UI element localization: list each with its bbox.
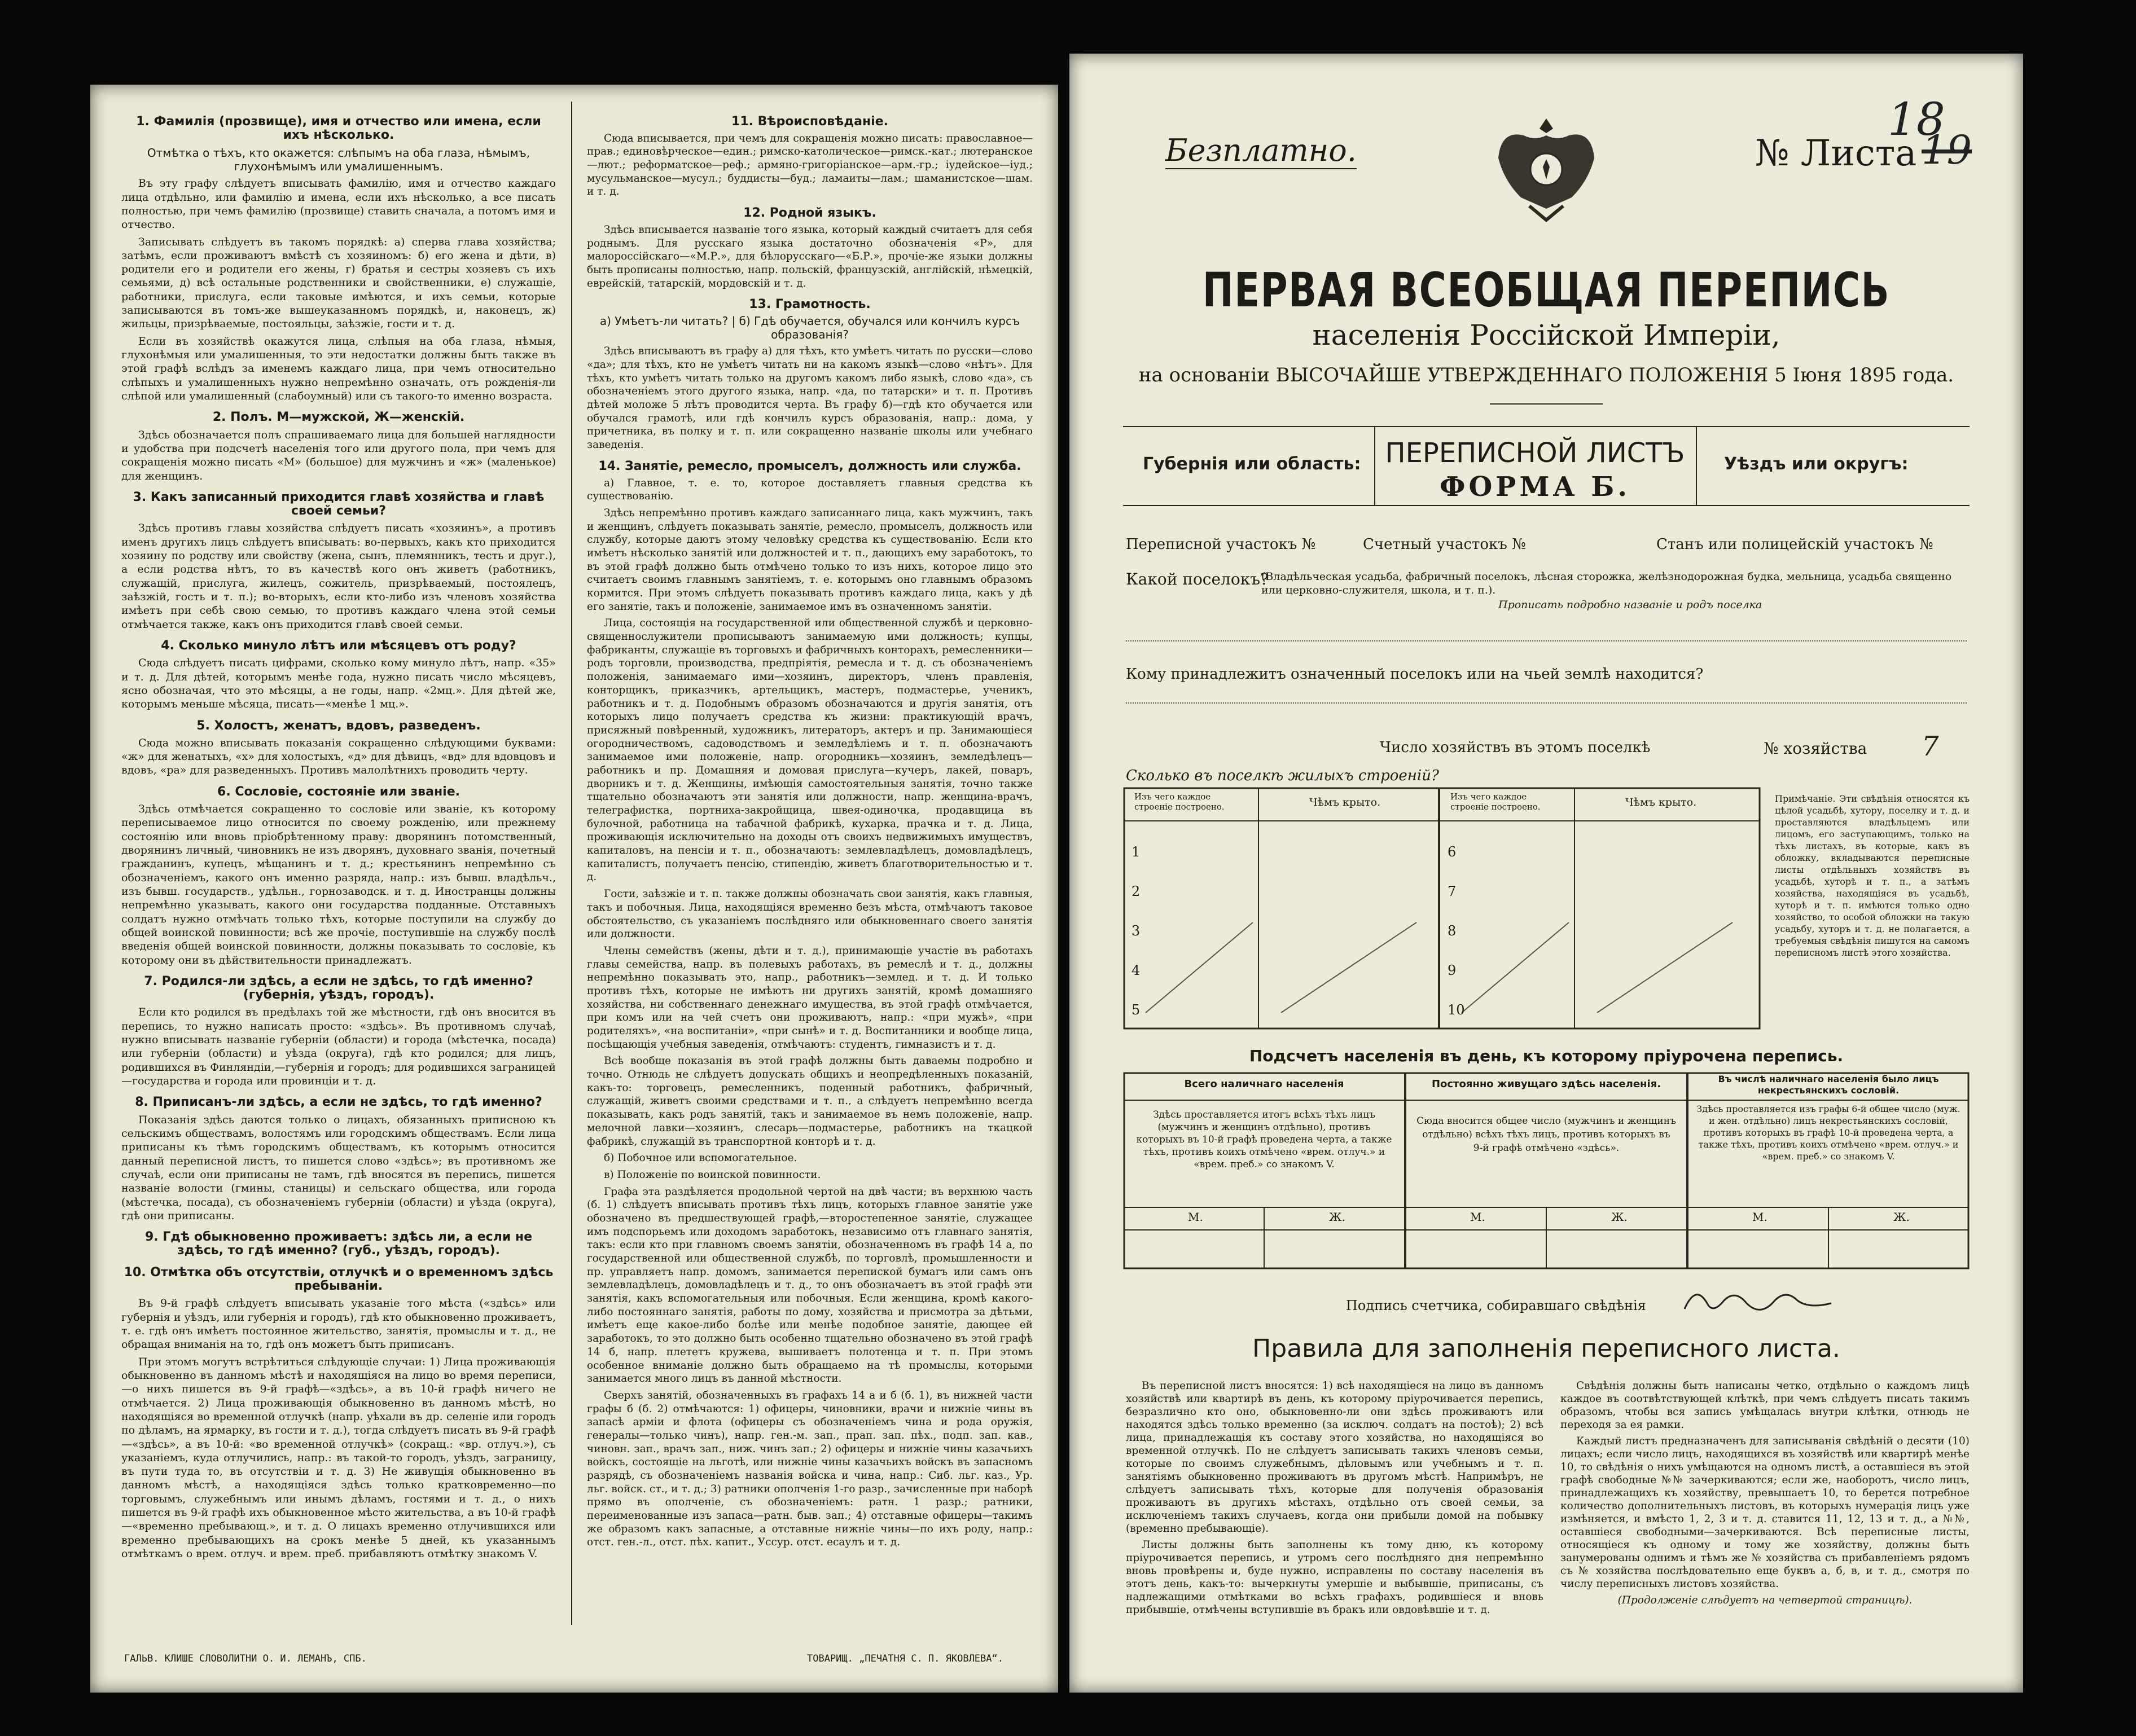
instruction-paragraph: Гости, заѣзжіе и т. п. также должны обозначать свои занятія, какъ главныя, такъ и побочныя. Лица, находящіяся временно безъ мѣста, отмѣчаютъ таковое обстоятельство, съ указаніемъ послѣдняго или обыкновеннаго своего занятія или должности.: [587, 888, 1033, 940]
bt-row-number: 9: [1448, 963, 1457, 978]
section-subheading: Отмѣтка о тѣхъ, кто окажется: слѣпымъ на оба глаза, нѣмымъ, глухонѣмымъ или умалишеннымъ.: [147, 146, 530, 173]
bt-row-number: 3: [1131, 923, 1141, 939]
free-label: Безплатно.: [1165, 133, 1357, 168]
count-district-label: Счетный участокъ №: [1363, 536, 1526, 553]
section-heading: 10. Отмѣтка объ отсутствіи, отлучкѣ и о временномъ здѣсь пребываніи.: [124, 1265, 554, 1294]
section-heading: 12. Родной языкъ.: [743, 206, 876, 221]
owner-line: [1126, 702, 1967, 704]
male-label: М.: [1470, 1210, 1485, 1224]
counter-signature: [1679, 1281, 1837, 1320]
households-label: Число хозяйствъ въ этомъ поселкѣ: [1380, 739, 1651, 756]
uezd-label: Уѣздъ или округъ:: [1724, 454, 1909, 474]
count-col1-head: Всего наличнаго населенія: [1184, 1078, 1344, 1090]
instruction-paragraph: Здѣсь вписывается названіе того языка, который каждый считаетъ для себя роднымъ. Для русскаго языка достаточно обозначенія «Р», для малороссійскаго—«М.Р.», для бѣлорусскаго—«Б.Р.», прочіе-же языки должны быть прописаны полностью, напр. польскій, французскій, англійскій, нѣмецкій, еврейскій, татарскій, мордовскій и т. д.: [587, 223, 1033, 289]
bt-row-number: 5: [1131, 1002, 1141, 1018]
female-label: Ж.: [1893, 1210, 1910, 1224]
province-label: Губернія или область:: [1143, 454, 1361, 474]
printer-footer-left: ГАЛЬВ. КЛИШЕ СЛОВОЛИТНИ О. И. ЛЕМАНЪ, СПБ.: [124, 1653, 367, 1664]
section-heading: 2. Полъ. М—мужской, Ж—женскій.: [212, 410, 465, 425]
population-count-title: Подсчетъ населенія въ день, къ которому пріурочена перепись.: [1249, 1047, 1844, 1065]
left-page: [90, 85, 1058, 1693]
instruction-paragraph: Сюда слѣдуетъ писать цифрами, сколько кому минуло лѣтъ, напр. «35» и т. д. Для дѣтей, которымъ менѣе года, нужно писать число мѣсяцевъ, ясно обозначая, что это мѣсяцы, а не годы, напр. «2мц.». Для дѣтей же, которымъ меньше мѣсяца, писать—«менѣе 1 мц.».: [121, 657, 556, 711]
bt-row-number: 4: [1131, 963, 1141, 978]
section-heading: 3. Какъ записанный приходится главѣ хозяйства и главѣ своей семьи?: [133, 490, 545, 518]
section-heading: 7. Родился-ли здѣсь, а если не здѣсь, то гдѣ именно? (губернія, уѣздъ, городъ).: [144, 974, 533, 1003]
section-heading: 1. Фамилія (прозвище), имя и отчество или имена, если ихъ нѣсколько.: [136, 115, 541, 143]
instruction-paragraph: Здѣсь отмѣчается сокращенно то сословіе или званіе, къ которому переписываемое лицо относится по своему рожденію, или прежнему состоянію или вновь пріобрѣтенному праву: дворянинъ потомственный, дворянинъ личный, чиновникъ не изъ дворянъ, духовнаго званія, почетный гражданинъ, купецъ, мѣщанинъ и т. д.; крестьянинъ непремѣнно съ обозначеніемъ, какого онъ именно разряда, напр.: изъ бывш. владѣльч., изъ бывш. государств., удѣльн., горнозаводск. и т. д. Иностранцы должны непремѣнно указывать, какого они государства подданные. Отставныхъ солдатъ нужно отмѣчать только тѣхъ, которые поступили на службу до общей воинской повинности; всѣ же прочіе, поступившіе на службу послѣ введенія общей воинской повинности, должны показывать то сословіе, къ которому они въ дѣйствительности принадлежатъ.: [121, 803, 556, 966]
section-heading: 14. Занятіе, ремесло, промыселъ, должность или служба.: [598, 459, 1021, 473]
buildings-question: Сколько въ поселкѣ жилыхъ строеній?: [1126, 767, 1439, 784]
section-subheading: а) Умѣетъ-ли читать? | б) Гдѣ обучается, обучался или кончилъ курсъ образованія?: [599, 314, 1020, 341]
household-number-label: № хозяйства: [1764, 739, 1867, 758]
instruction-paragraph: а) Главное, т. е. то, которое доставляетъ главныя средства къ существованію.: [587, 477, 1033, 503]
instruction-paragraph: Въ 9-й графѣ слѣдуетъ вписывать указаніе того мѣста («здѣсь» или губернія и уѣздъ, или губернія и городъ), гдѣ кто обыкновенно проживаетъ, т. е. гдѣ онъ имѣетъ постоянное жительство, занятія, промыслы и т. д., не обращая вниманія на то, гдѣ онъ можетъ быть приписанъ.: [121, 1297, 556, 1351]
section-heading: 5. Холостъ, женатъ, вдовъ, разведенъ.: [196, 718, 481, 733]
instruction-paragraph: Лица, состоящія на государственной или общественной службѣ и церковно-священнослужители прописываютъ занимаемую ими должность; купцы, фабриканты, служащіе въ торговыхъ и фабричныхъ конторахъ, ремесленники—родъ торговли, производства, предпріятія, ремесла и т. д. съ обозначеніемъ положенія, занимаемаго ими—хозяинъ, директоръ, членъ правленія, конторщикъ, приказчикъ, артельщикъ, мастеръ, подмастерье, ученикъ, работникъ и т. д. Подобнымъ образомъ обозначаются и другія занятія, отъ которыхъ лицо получаетъ средства къ жизни: практикующій врачъ, присяжный повѣренный, художникъ, литераторъ, актеръ и пр. Занимающіеся огородничествомъ, садоводствомъ и земледѣліемъ и т. п. обозначаютъ занимаемое ими положеніе, напр. огородникъ—хозяинъ, земледѣлецъ—работникъ и пр. Домашняя и домовая прислуга—кучеръ, лакей, поваръ, дворникъ и т. д. Женщины, имѣющія самостоятельныя занятія, точно также тщательно обозначаютъ эти занятія или должности, напр. женщина-врачъ, телеграфистка, портниха-закройщица, швея-одиночка, продавщица въ булочной, работница на табачной фабрикѣ, кухарка, прачка и т. д. Лица, проживающія исключительно на доходы отъ своихъ недвижимыхъ имуществъ, капиталовъ, на пенсіи и т. п., обозначаютъ: землевладѣлецъ, домовладѣлецъ, капиталистъ, получаетъ пенсію, стипендію, живетъ благотворительностью и т. д.: [587, 617, 1033, 884]
census-district-label: Переписной участокъ №: [1126, 536, 1316, 553]
census-basis: на основаніи ВЫСОЧАЙШЕ УТВЕРЖДЕННАГО ПОЛОЖЕНІЯ 5 Іюня 1895 года.: [1138, 364, 1954, 386]
bt-material-head-right: Изъ чего каждое строеніе построено.: [1450, 792, 1541, 812]
instruction-paragraph: в) Положеніе по воинской повинности.: [604, 1168, 821, 1181]
bt-row-number: 7: [1448, 884, 1457, 899]
count-col2-text: Сюда вносится общее число (мужчинъ и женщинъ отдѣльно) всѣхъ тѣхъ лицъ, противъ которыхъ въ 9-й графѣ отмѣчено «здѣсь».: [1416, 1115, 1676, 1154]
instruction-paragraph: Сюда вписывается, при чемъ для сокращенія можно писать: православное—прав.; единовѣрческое—един.; римско-католическое—римск.-кат.; лютеранское—лют.; реформатское—реф.; армяно-григоріанское—арм.-гр.; іудейское—іуд.; мусульманское—мусул.; буддисты—буд.; ламаиты—лам.; шаманистское—шам. и т. д.: [587, 132, 1033, 198]
settlement-question: Какой поселокъ?: [1126, 570, 1269, 588]
handwritten-sheet-number: 18: [1888, 93, 1945, 146]
bt-row-number: 1: [1131, 844, 1141, 860]
bt-row-number: 6: [1448, 844, 1457, 860]
section-heading: 4. Сколько минуло лѣтъ или мѣсяцевъ отъ роду?: [161, 638, 516, 653]
section-heading: 8. Приписанъ-ли здѣсь, а если не здѣсь, то гдѣ именно?: [135, 1095, 542, 1110]
female-label: Ж.: [1329, 1210, 1345, 1224]
census-main-title: ПЕРВАЯ ВСЕОБЩАЯ ПЕРЕПИСЬ: [1202, 262, 1891, 318]
box-divider-right: [1696, 426, 1697, 505]
stan-label: Станъ или полицейскій участокъ №: [1656, 536, 1933, 553]
female-label: Ж.: [1611, 1210, 1628, 1224]
instruction-paragraph: Если кто родился въ предѣлахъ той же мѣстности, гдѣ онъ вносится въ перепись, то нужно написать просто: «здѣсь». Въ противномъ случаѣ, нужно вписывать названіе губерніи (области) и города (мѣстечка, посада) или губерніи (области) и уѣзда (округа), гдѣ кто родился; для лицъ, родившихся въ Финляндіи,—губернія и городъ; для родившихся заграницей—государства и города или провинціи и т. д.: [121, 1006, 556, 1087]
bt-row-number: 8: [1448, 923, 1457, 939]
owner-question: Кому принадлежитъ означенный поселокъ или на чьей землѣ находится?: [1126, 666, 1704, 683]
bt-row-number: 10: [1448, 1002, 1465, 1018]
buildings-note: Примѣчаніе. Эти свѣдѣнія относятся къ цѣлой усадьбѣ, хутору, поселку и т. д. и проставляются владѣльцемъ или лицомъ, его заступающимъ, только на тѣхъ листахъ, въ которые, какъ въ обложку, вкладываются переписные листы отдѣльныхъ хозяйствъ въ усадьбѣ, хуторѣ и т. п., а затѣмъ хозяйства, находящіяся въ усадьбѣ, хуторѣ и т. п. имѣются только одно хозяйство, то особой обложки на такую усадьбу, хуторъ и т. д. не полагается, а требуемыя свѣдѣнія пишутся на самомъ переписномъ листѣ этого хозяйства.: [1775, 793, 1970, 958]
double-headed-eagle-emblem: [1490, 107, 1603, 226]
instruction-paragraph: Въ эту графу слѣдуетъ вписывать фамилію, имя и отчество каждаго лица отдѣльно, или фамилію и имена, если ихъ нѣсколько, а все писать полностью, при чемъ фамилію (прозвище) ставить сначала, а потомъ имя и отчество.: [121, 177, 556, 231]
instruction-paragraph: Записывать слѣдуетъ въ такомъ порядкѣ: а) сперва глава хозяйства; затѣмъ, если проживаютъ вмѣстѣ съ хозяиномъ: б) его жена и дѣти, в) родители его и родители его жены, г) братья и сестры хозяевъ съ ихъ семьями, д) всѣ остальные родственники и свойственники, е) служащіе, работники, прислуга, если таковые имѣются, и ихъ семьи, которые записываются въ томъ-же вышеуказанномъ порядкѣ, и, наконецъ, ж) жильцы, призрѣваемые, постояльцы, заѣзжіе, гости и т. д.: [121, 235, 556, 331]
male-label: М.: [1188, 1210, 1203, 1224]
bt-material-head-left: Изъ чего каждое строеніе построено.: [1134, 792, 1225, 812]
census-subtitle: населенія Россійской Имперіи,: [1312, 319, 1780, 351]
bt-roof-head-left: Чѣмъ крыто.: [1309, 796, 1381, 808]
form-name: ФОРМА Б.: [1439, 471, 1631, 503]
settlement-line: [1126, 640, 1967, 641]
instruction-paragraph: Здѣсь противъ главы хозяйства слѣдуетъ писать «хозяинъ», а противъ именъ другихъ лицъ слѣдуетъ вписывать: во-первыхъ, какъ кто приходится хозяину по родству или свойству (жена, сынъ, племянникъ, тесть и друг.), а если родства нѣтъ, то въ качествѣ кого онъ живетъ (работникъ, служащій, прислуга, жилецъ, сожитель, призрѣваемый, постоялецъ, заѣзжій, гость и т. п.); во-вторыхъ, если кто-либо изъ членовъ хозяйства имѣетъ при себѣ свою семью, то противъ каждаго члена этой семьи отмѣчается также, какъ онъ приходится главѣ своей семьи.: [121, 522, 556, 631]
instruction-paragraph: Графа эта раздѣляется продольной чертой на двѣ части; въ верхнюю часть (б. 1) слѣдуетъ вписывать противъ тѣхъ лицъ, которыхъ главное занятіе уже обозначено въ предшествующей графѣ,—второстепенное занятіе, служащее имъ подспорьемъ или доходомъ заработокъ, независимо отъ главнаго занятія, такъ: если кто при главномъ своемъ занятіи, обозначенномъ въ графѣ 14 а, по государственной или общественной службѣ, по торговлѣ, промышленности и пр. управляетъ напр. домомъ, занимается перепиской бумагъ или самъ онъ землевладѣлецъ, домовладѣлецъ и т. д., то онъ обозначаетъ въ этой графѣ эти занятія, какъ вспомогательныя или побочныя. Если женщина, кромѣ какого-либо постояннаго занятія, работы по дому, хозяйства и присмотра за дѣтьми, имѣетъ еще какое-либо болѣе или менѣе подобное занятіе, дающее ей заработокъ, то это должно быть особенно тщательно обозначено въ этой графѣ 14 б, напр. плететъ кружева, вышиваетъ полотенца и т. п. При этомъ особенное вниманіе должно быть обращаемо на тѣ промыслы, которыми занимается много лицъ въ данной мѣстности.: [587, 1185, 1033, 1385]
section-heading: 13. Грамотность.: [749, 297, 871, 312]
box-top-rule: [1123, 426, 1970, 427]
rules-paragraph: Въ переписной листъ вносятся: 1) всѣ находящіеся на лицо въ данномъ хозяйствѣ или квартирѣ въ день, къ которому пріурочивается перепись, безразлично кто оно, обыкновенно-ли они здѣсь проживаютъ или находятся здѣсь только временно (за исключ. солдатъ на постоѣ); 2) всѣ лица, принадлежащія къ составу этого хозяйства, но находящіяся во временной отлучкѣ. По не слѣдуетъ записывать такихъ членовъ семьи, которые по своимъ служебнымъ, дѣловымъ или учебнымъ и т. п. занятіямъ обыкновенно проживаютъ въ другомъ мѣстѣ. Напримѣръ, не слѣдуетъ записывать тѣхъ, которые для полученія образованія проживаютъ въ другихъ мѣстахъ, отдѣльно отъ своей семьи, за исключеніемъ такихъ случаевъ, когда они прибыли домой на побывку (временно пребывающіе).: [1126, 1380, 1543, 1535]
count-col1-text: Здѣсь проставляется итогъ всѣхъ тѣхъ лицъ (мужчинъ и женщинъ отдѣльно), противъ которыхъ въ 10-й графѣ проведена черта, а также тѣхъ, противъ коихъ отмѣчено «врем. отлуч.» и «врем. преб.» со знакомъ V.: [1136, 1109, 1392, 1170]
instructions-column-2: [587, 107, 1033, 1553]
rules-paragraph: Свѣдѣнія должны быть написаны четко, отдѣльно о каждомъ лицѣ каждое въ соотвѣтствующей клѣткѣ, при чемъ слѣдуетъ писать такимъ образомъ, чтобы вся запись умѣщалась внутри клѣтки, отнюдь не переходя за ея рамки.: [1560, 1380, 1970, 1431]
bt-row-number: 2: [1131, 884, 1141, 899]
sheet-number-value: 19: [1922, 127, 1972, 173]
bt-roof-head-right: Чѣмъ крыто.: [1625, 796, 1697, 808]
form-title: ПЕРЕПИСНОЙ ЛИСТЪ: [1385, 437, 1685, 469]
count-col3-text: Здѣсь проставляется изъ графы 6-й общее число (муж. и жен. отдѣльно) лицъ некрестьянскихъ сословій, противъ которыхъ въ графѣ 10-й проведена черта, а также тѣхъ, противъ коихъ отмѣчено «врем. отлуч.» и «врем. преб.» со знакомъ V.: [1696, 1104, 1960, 1162]
continued-note: (Продолженіе слѣдуетъ на четвертой страницѣ).: [1617, 1594, 1913, 1606]
instruction-paragraph: б) Побочное или вспомогательное.: [604, 1152, 797, 1164]
count-col3-head: Въ числѣ наличнаго населенія было лицъ некрестьянскихъ сословій.: [1718, 1074, 1939, 1096]
title-rule: [1490, 403, 1603, 405]
signature-label: Подпись счетчика, собиравшаго свѣдѣнія: [1346, 1298, 1646, 1313]
instruction-paragraph: Здѣсь непремѣнно противъ каждаго записаннаго лица, какъ мужчинъ, такъ и женщинъ, слѣдуетъ показывать занятіе, ремесло, промыселъ, должность или службу, которые даютъ этому человѣку средства къ существованію. Если кто имѣетъ нѣсколько занятій или должностей и т. п., дающихъ ему заработокъ, то въ этой графѣ должно быть отмѣчено только то изъ нихъ, которое лицо это считаетъ своимъ главнымъ занятіемъ, т. е. которымъ оно главнымъ образомъ кормится. При этомъ слѣдуетъ показывать противъ каждаго лица, какъ у дѣ его занятіе, такъ и положеніе, занимаемое имъ въ означенномъ занятіи.: [587, 507, 1033, 613]
instruction-paragraph: Члены семействъ (жены, дѣти и т. д.), принимающіе участіе въ работахъ главы семейства, напр. въ полевыхъ работахъ, въ ремеслѣ и т. д., должны непремѣнно показывать это, напр., работникъ—землед. и т. д. И только противъ тѣхъ, которые не имѣютъ ни другихъ занятій, кромѣ домашняго хозяйства, ни собственнаго денежнаго имущества, въ этой графѣ отмѣчается, при комъ или на чей счетъ они проживаютъ, напр.: «при мужѣ», «при родителяхъ», «на воспитаніи», «при сынѣ» и т. д. Воспитанники и вообще лица, посѣщающія учебныя заведенія, отмѣчаютъ: студентъ, гимназистъ и т. д.: [587, 944, 1033, 1051]
instruction-paragraph: Сверхъ занятій, обозначенныхъ въ графахъ 14 а и б (б. 1), въ нижней части графы б (б. 2) отмѣчаются: 1) офицеры, чиновники, врачи и нижніе чины въ запасѣ армiи и флота (офицеры съ обозначеніемъ чина и рода оружія, генералы—только чинъ), напр. ген.-м. зап., прап. зап. пѣх., подп. зап. кав., чиновн. зап., врачъ зап., ниж. чинъ зап.; 2) офицеры и нижніе чины казачьихъ войскъ, состоящіе на льготѣ, или нижніе чины казачьихъ войскъ въ запасномъ разрядѣ, съ обозначеніемъ названія войска и чина, напр.: Сиб. льг. каз., Ур. льг. войск. ст., и т. д.; 3) ратники ополченія 1-го разр., зачисленные при наборѣ прямо въ ополченіе, съ обозначеніемъ: ратн. 1 разр.; ратники, переименованные изъ запаса—ратн. быв. зап.; 4) отставные офицеры—такимъ же образомъ какъ запасные, а отставные нижніе чины—по ихъ роду, напр.: отст. ген.-л., отст. пѣх. капит., Уссур. отст. есаулъ и т. д.: [587, 1389, 1033, 1549]
buildings-table: [1123, 787, 1761, 1030]
instruction-paragraph: Если въ хозяйствѣ окажутся лица, слѣпыя на оба глаза, нѣмыя, глухонѣмыя или умалишенныя, то эти недостатки должны быть также въ этой графѣ вслѣдъ за именемъ каждаго лица, при чемъ относительно слѣпыхъ и умалишенныхъ нужно непремѣнно означать, отъ рожденія-ли слѣпой или умалишенный (слабоумный) или съ такого-то именно возраста.: [121, 335, 556, 402]
instruction-paragraph: Всѣ вообще показанія въ этой графѣ должны быть даваемы подробно и точно. Отнюдь не слѣдуетъ допускать общихъ и неопредѣленныхъ показаній, какъ-то: торговецъ, ремесленникъ, поденный работникъ, фабричный, служащій, живетъ своими средствами и т. п., а слѣдуетъ непремѣнно всегда показывать, какъ родъ занятій, такъ и занимаемое въ немъ положеніе, напр. мелочной лавки—хозяинъ, слесарь—подмастерье, работникъ на ткацкой фабрикѣ, служащій въ транспортной конторѣ и т. д.: [587, 1055, 1033, 1148]
count-col2-head: Постоянно живущаго здѣсь населенія.: [1431, 1078, 1661, 1090]
settlement-instruction: Прописать подробно названіе и родъ поселка: [1498, 599, 1762, 611]
instruction-paragraph: При этомъ могутъ встрѣтиться слѣдующіе случаи: 1) Лица проживающія обыкновенно въ данномъ мѣстѣ и находящіяся на лицо во время переписи,—о нихъ пишется въ 9-й графѣ—«здѣсь», а въ 10-й графѣ ничего не отмѣчается. 2) Лица проживающія обыкновенно въ данномъ мѣстѣ, но находящіяся во временной отлучкѣ (напр. уѣхали въ др. селеніе или городъ по дѣламъ, на ярмарку, въ гости и т. д.), тогда слѣдуетъ писать въ 9-й графѣ—«здѣсь», а въ 10-й: «во временной отлучкѣ» (сокращ.: «вр. отлуч.»), съ указаніемъ, куда отлучились, напр.: въ такой-то городъ, уѣздъ, заграницу, въ пути туда то, въ отсутствіи и т. д. 3) Не живущія обыкновенно въ данномъ мѣстѣ, а находящіяся здѣсь только кратковременно—по торговымъ, служебнымъ или инымъ дѣламъ, гостями и т. д., о нихъ пишется въ 9-й графѣ ихъ обыкновенное мѣсто жительства, а въ 10-й графѣ—«временно пребывающ.», и т. д. О лицахъ временно отлучившихся или временно пребывающихъ на срокъ менѣе 5 дней, къ указаннымъ отмѣткамъ о врем. отлуч. и врем. преб. прибавляютъ отмѣтку знакомъ V.: [121, 1355, 556, 1560]
instruction-paragraph: Здѣсь вписываютъ въ графу а) для тѣхъ, кто умѣетъ читать по русски—слово «да»; для тѣхъ, кто не умѣетъ читать ни на какомъ языкѣ—слово «нѣтъ». Для тѣхъ, кто умѣетъ читать только на другомъ какомъ либо языкѣ, слово «да», съ обозначеніемъ этого другого языка, напр. «да, по татарски» и т. п. Противъ дѣтей моложе 5 лѣтъ проводится черта. Въ графу б)—гдѣ кто обучается или обучался грамотѣ, или гдѣ кончилъ курсъ образованія, напр.: дома, у причетника, въ полку и т. п. или сокращенно названіе школы или учебнаго заведенія.: [587, 345, 1033, 451]
column-divider: [571, 102, 572, 1625]
household-number-value: 7: [1922, 731, 1939, 762]
instructions-column-1: [121, 107, 556, 1564]
settlement-hint: (Владѣльческая усадьба, фабричный поселокъ, лѣсная сторожка, желѣзнодорожная будка, мельница, усадьба священно или церковно-служителя, школа, и т. п.).: [1261, 570, 1952, 596]
rules-paragraph: Каждый листъ предназначенъ для записыванія свѣдѣній о десяти (10) лицахъ; если число лицъ, находящихся въ хозяйствѣ или квартирѣ менѣе 10, то свѣдѣнія о нихъ умѣщаются на одномъ листѣ, а оставшіеся въ этой графѣ свободные №№ зачеркиваются; если же, наоборотъ, число лицъ, принадлежащихъ къ хозяйству, превышаетъ 10, то берется потребное количество дополнительныхъ листовъ, въ которыхъ нумерація лицъ уже измѣняется, и вмѣсто 1, 2, 3 и т. д. ставится 11, 12, 13 и т. д., а №№, оставшіеся свободными—зачеркиваются. Всѣ переписные листы, относящіеся къ одному и тому же хозяйству, должны быть занумерованы однимъ и тѣмъ же № хозяйства съ прибавленіемъ рядомъ съ № хозяйства послѣдовательно еще буквъ а, б, в, и т. д., смотря по числу переписныхъ листовъ хозяйства.: [1560, 1435, 1970, 1590]
instruction-paragraph: Показанія здѣсь даются только о лицахъ, обязанныхъ приписною къ сельскимъ обществамъ, волостямъ или городскимъ обществамъ. Если лица приписаны къ тѣмъ городскимъ обществамъ, къ которымъ относится данный переписной листъ, то пишется слово «здѣсь»; въ противномъ же случаѣ, если они приписаны не тамъ, гдѣ вносятся въ перепись, пишется названіе волости (гмины, станицы) и сельскаго общества, или города (мѣстечка, посада), съ обозначеніемъ губерніи (области) и уѣзда (округа), гдѣ они приписаны.: [121, 1113, 556, 1222]
instruction-paragraph: Здѣсь обозначается полъ спрашиваемаго лица для большей наглядности и удобства при подсчетѣ населенія того или другого пола, при чемъ для сокращенія можно писать «М» (большое) для мужчинъ и «ж» (маленькое) для женщинъ.: [121, 428, 556, 482]
sheet-number-label: № Листа: [1755, 133, 1917, 174]
instruction-paragraph: Сюда можно вписывать показанія сокращенно слѣдующими буквами: «ж» для женатыхъ, «х» для холостыхъ, «д» для дѣвицъ, «вд» для вдовцовъ и вдовъ, «ра» для разведенныхъ. Противъ малолѣтнихъ проводить черту.: [121, 736, 556, 777]
rules-paragraph: Листы должны быть заполнены къ тому дню, къ которому пріурочивается перепись, и утромъ сего послѣдняго дня непремѣнно вновь провѣрены и, буде нужно, исправлены по составу населенія въ этотъ день, какъ-то: вычеркнуты умершіе и выбывшіе, приписаны, съ надлежащими отмѣтками во всѣхъ графахъ, родившіеся и вновь прибывшіе, отмѣчены вступившіе въ бракъ или овдовѣвшіе и т. д.: [1126, 1539, 1543, 1616]
section-heading: 11. Вѣроисповѣданіе.: [731, 115, 888, 129]
rules-title: Правила для заполненія переписного листа.: [1252, 1334, 1840, 1363]
right-page: [1069, 54, 2023, 1693]
population-count-table: [1123, 1072, 1970, 1269]
section-heading: 6. Сословіе, состояніе или званіе.: [217, 784, 460, 799]
box-bottom-rule: [1123, 505, 1970, 506]
male-label: М.: [1752, 1210, 1767, 1224]
section-heading: 9. Гдѣ обыкновенно проживаетъ: здѣсь ли, а если не здѣсь, то гдѣ именно? (губ., уѣздъ, городъ).: [144, 1230, 533, 1258]
printer-footer-right: ТОВАРИЩ. „ПЕЧАТНЯ С. П. ЯКОВЛЕВА“.: [807, 1653, 1003, 1664]
